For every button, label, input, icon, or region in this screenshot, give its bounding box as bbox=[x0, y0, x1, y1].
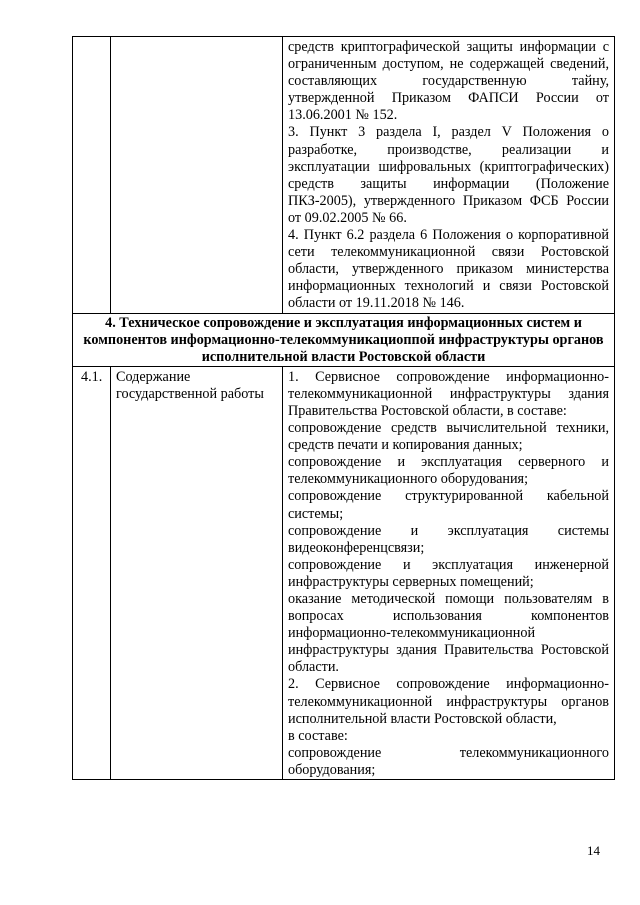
table-row-4-1 bbox=[73, 366, 615, 779]
description-paragraph: сопровождение и эксплуатация системы видеоконференцсвязи; bbox=[288, 522, 609, 556]
table-row-continuation bbox=[73, 37, 615, 314]
row-description-cell bbox=[283, 366, 615, 779]
description-paragraph: сопровождение структурированной кабельной системы; bbox=[288, 488, 609, 522]
description-paragraph: 4. Пункт 6.2 раздела 6 Положения о корпоративной сети телекоммуникационной связи Ростовской области, утвержденного приказом министерства информационных технологий и связи Ростовской области от 19.11.2018 № 146. bbox=[288, 227, 609, 312]
row-name-cell bbox=[111, 37, 283, 314]
description-paragraph: в составе: bbox=[288, 727, 348, 744]
section-header: 4. Техническое сопровождение и эксплуатация информационных систем и компонентов информационно-телекоммуникациоппой инфраструктуры органов исполнительной власти Ростовской области bbox=[73, 313, 615, 366]
row-name-cell: Содержание государственной работы bbox=[111, 366, 283, 779]
description-paragraph: 2. Сервисное сопровождение информационно-телекоммуникационной инфраструктуры органов исполнительной власти Ростовской области, bbox=[288, 676, 609, 727]
description-paragraph: 3. Пункт 3 раздела I, раздел V Положения о разработке, производстве, реализации и эксплуатации шифровальных (криптографических) средств защиты информации (Положение ПКЗ-2005), утвержденного Приказом ФСБ России от 09.02.2005 № 66. bbox=[288, 124, 609, 226]
description-paragraph: сопровождение и эксплуатация серверного и телекоммуникационного оборудования; bbox=[288, 454, 609, 488]
description-paragraph: сопровождение средств вычислительной техники, средств печати и копирования данных; bbox=[288, 420, 609, 454]
row-number-cell: 4.1. bbox=[73, 366, 111, 779]
row-description-cell bbox=[283, 37, 615, 314]
description-paragraph: 1. Сервисное сопровождение информационно-телекоммуникационной инфраструктуры здания Правительства Ростовской области, в составе: bbox=[288, 368, 609, 419]
description-paragraph: сопровождение телекоммуникационного оборудования; bbox=[288, 744, 609, 778]
description-paragraph: сопровождение и эксплуатация инженерной инфраструктуры серверных помещений; bbox=[288, 556, 609, 590]
description-paragraph: оказание методической помощи пользователям в вопросах использования компонентов информационно-телекоммуникационной инфраструктуры здания Правительства Ростовской области. bbox=[288, 591, 609, 676]
row-number-cell bbox=[73, 37, 111, 314]
document-table bbox=[72, 36, 615, 780]
description-paragraph: средств криптографической защиты информации с ограниченным доступом, не содержащей сведений, составляющих государственную тайну, утвержденной Приказом ФАПСИ России от 13.06.2001 № 152. bbox=[288, 39, 609, 124]
section-header-row bbox=[73, 313, 615, 366]
page-number: 14 bbox=[587, 843, 600, 858]
